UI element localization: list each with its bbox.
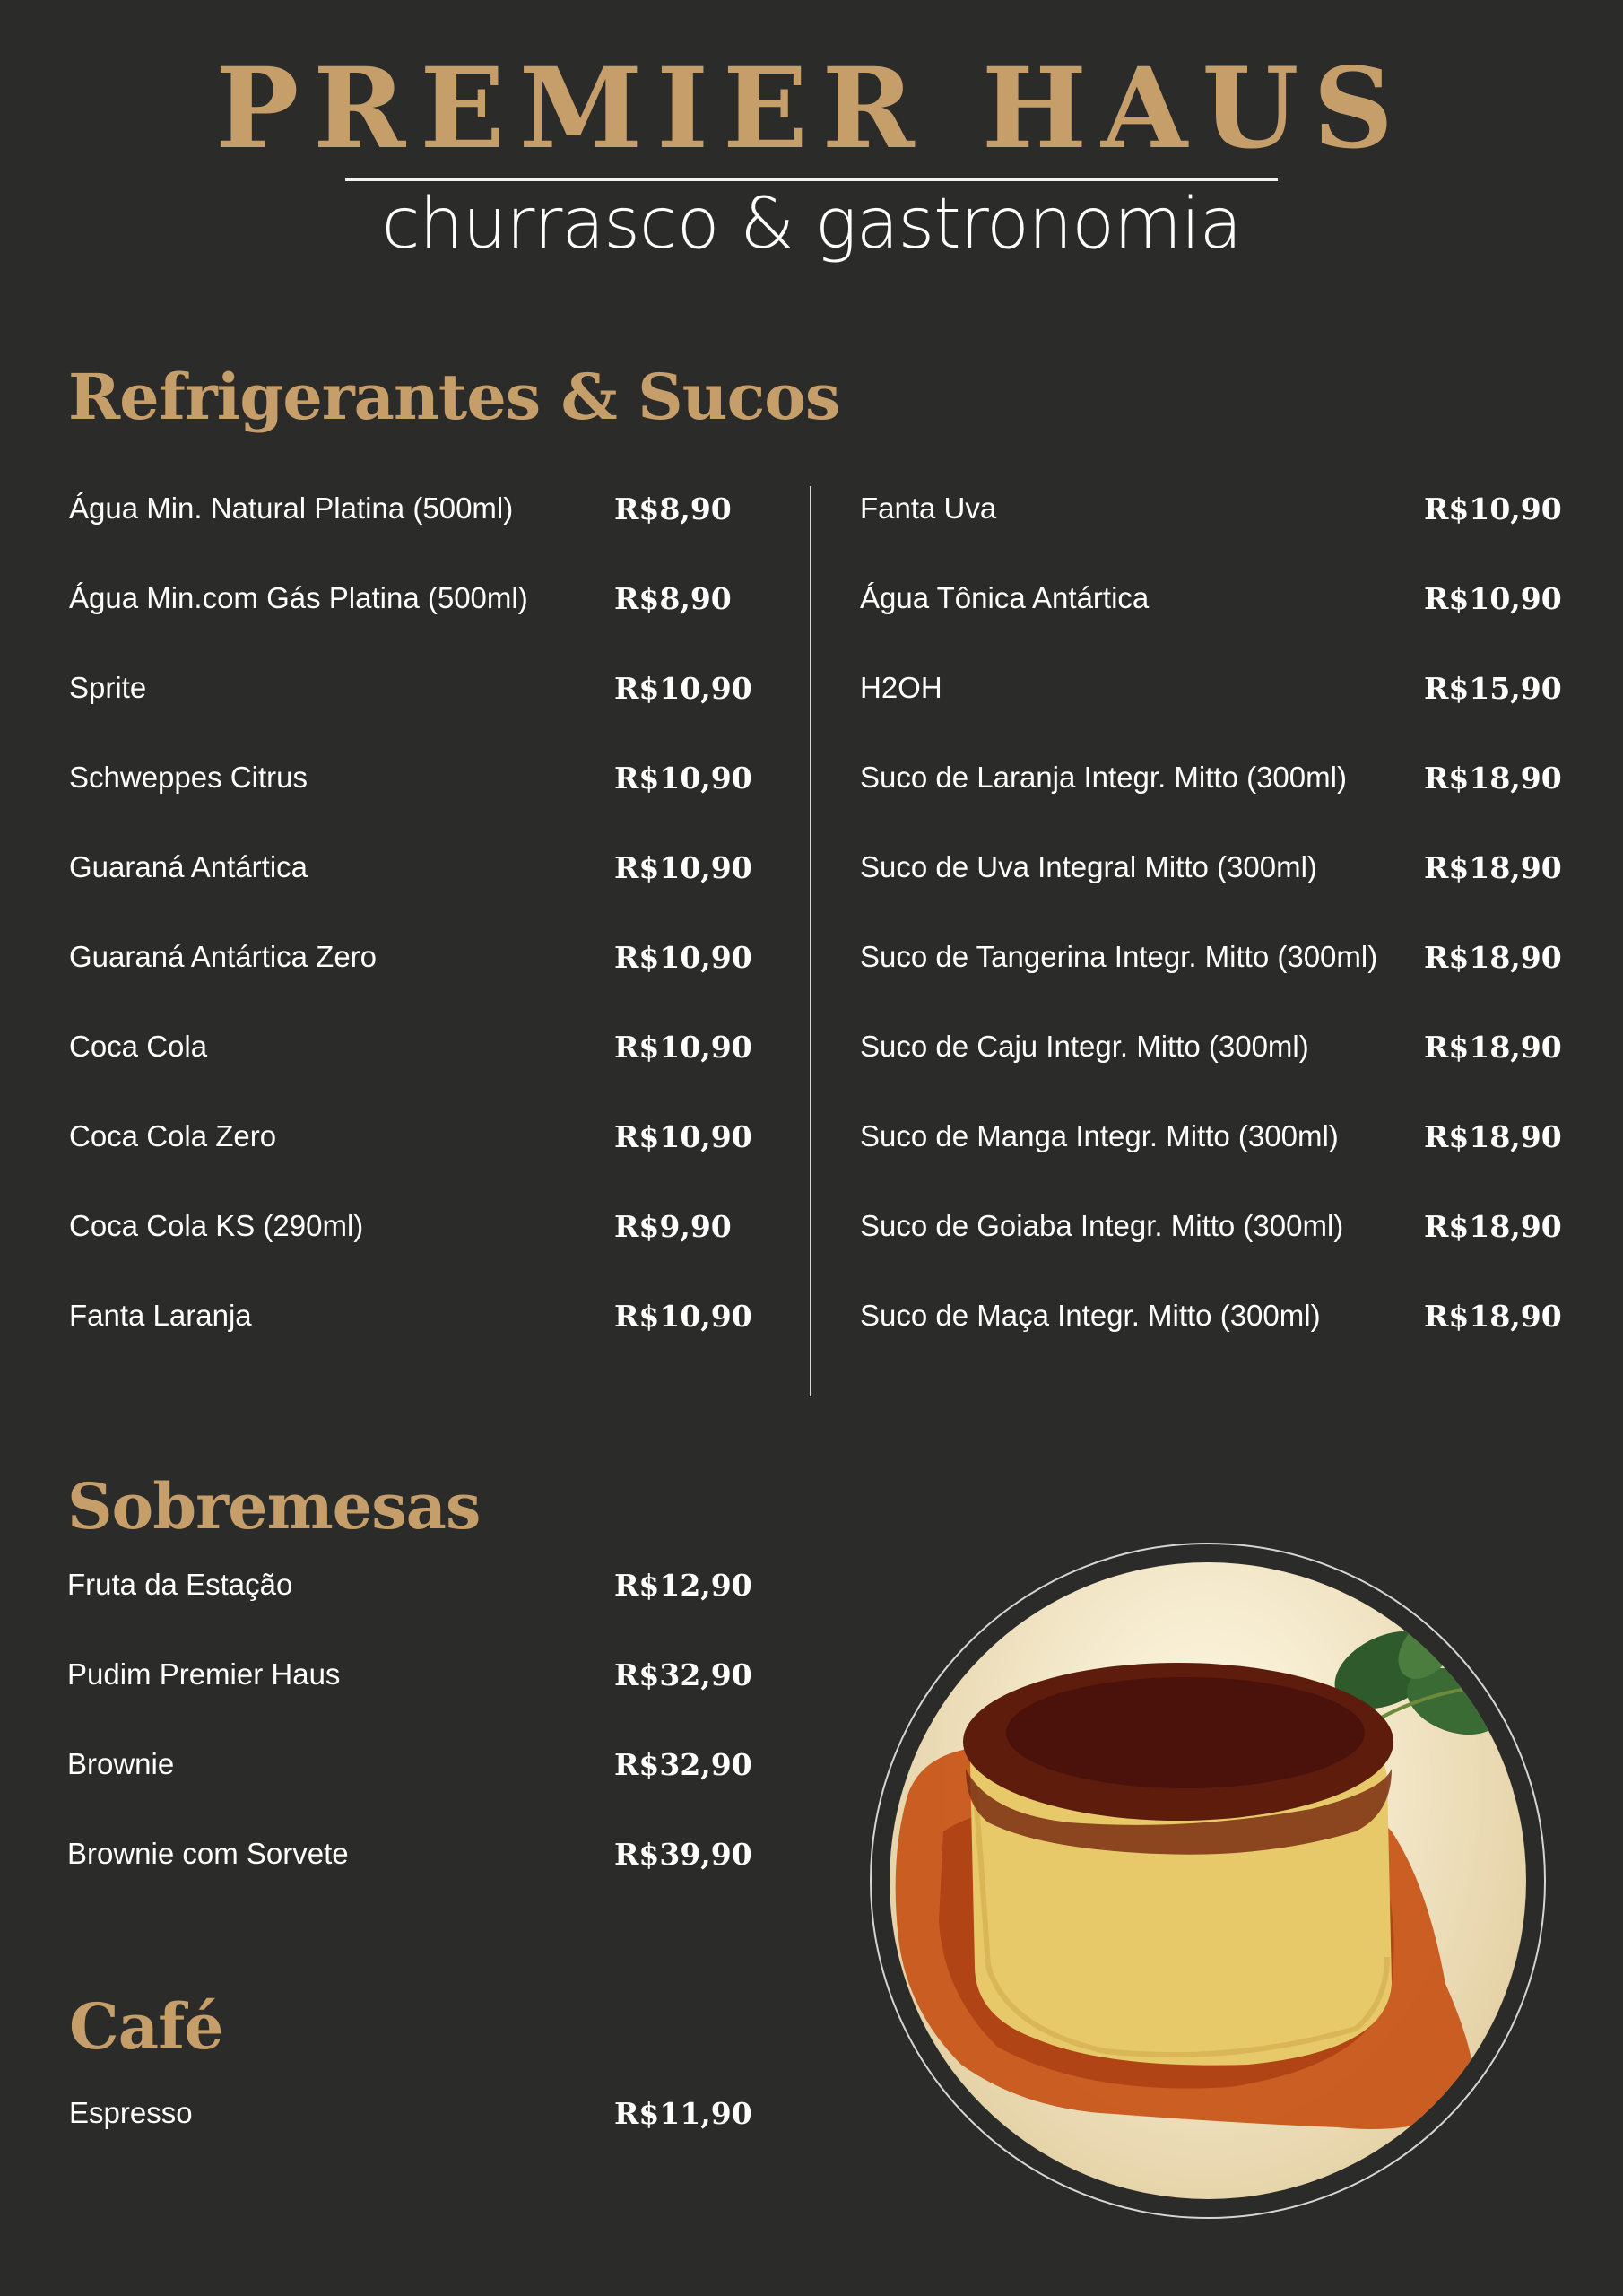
item-price: R$10,90 (614, 1118, 752, 1154)
menu-item (860, 661, 1562, 715)
menu-item (67, 1648, 752, 1701)
menu-item (69, 840, 752, 894)
item-price: R$8,90 (614, 491, 732, 526)
item-name: Coca Cola (69, 1030, 208, 1063)
item-price: R$18,90 (1424, 1298, 1562, 1334)
menu-item (69, 1020, 752, 1074)
item-name: Suco de Maça Integr. Mitto (300ml) (860, 1299, 1321, 1332)
item-name: Água Min.com Gás Platina (500ml) (69, 581, 528, 614)
menu-item (67, 1827, 752, 1881)
item-price: R$9,90 (614, 1208, 732, 1244)
menu-item (69, 482, 732, 535)
section-title-coffee: Café (69, 1989, 223, 2064)
item-name: Fruta da Estação (67, 1568, 293, 1601)
item-price: R$18,90 (1424, 1118, 1562, 1154)
item-name: Água Tônica Antártica (860, 581, 1150, 614)
section-title-drinks: Refrigerantes & Sucos (68, 360, 840, 434)
menu-item (860, 571, 1562, 625)
item-name: Suco de Manga Integr. Mitto (300ml) (860, 1119, 1339, 1152)
pudding-photo (890, 1562, 1526, 2199)
brand-divider (345, 178, 1278, 181)
menu-item (860, 1020, 1562, 1074)
item-price: R$10,90 (614, 939, 752, 975)
item-name: Guaraná Antártica (69, 850, 308, 883)
menu-item (69, 751, 752, 804)
item-price: R$18,90 (1424, 849, 1562, 885)
menu-item (69, 1289, 752, 1343)
item-name: Brownie (67, 1747, 175, 1780)
menu-item (69, 1199, 732, 1253)
menu-item (69, 661, 752, 715)
item-name: Fanta Laranja (69, 1299, 252, 1332)
item-name: Suco de Tangerina Integr. Mitto (300ml) (860, 940, 1378, 973)
item-price: R$18,90 (1424, 760, 1562, 796)
item-name: Sprite (69, 671, 147, 704)
item-name: Água Min. Natural Platina (500ml) (69, 491, 514, 525)
item-name: Coca Cola KS (290ml) (69, 1209, 364, 1242)
item-price: R$18,90 (1424, 1029, 1562, 1065)
item-name: Pudim Premier Haus (67, 1657, 341, 1691)
column-divider (810, 486, 812, 1396)
menu-item (860, 1199, 1562, 1253)
item-price: R$15,90 (1424, 670, 1562, 706)
item-name: Coca Cola Zero (69, 1119, 277, 1152)
section-title-desserts: Sobremesas (67, 1469, 481, 1544)
item-price: R$8,90 (614, 580, 732, 616)
item-price: R$10,90 (614, 760, 752, 796)
item-price: R$32,90 (614, 1657, 752, 1692)
menu-item (69, 1109, 752, 1163)
menu-item (860, 482, 1562, 535)
item-name: Suco de Caju Integr. Mitto (300ml) (860, 1030, 1309, 1063)
item-price: R$12,90 (614, 1567, 752, 1603)
item-price: R$10,90 (614, 849, 752, 885)
item-name: Suco de Goiaba Integr. Mitto (300ml) (860, 1209, 1344, 1242)
item-price: R$11,90 (614, 2095, 752, 2131)
item-name: Espresso (69, 2096, 193, 2129)
item-price: R$10,90 (1424, 491, 1562, 526)
menu-item (860, 930, 1562, 984)
pudding-illustration (890, 1562, 1526, 2199)
menu-item (860, 1109, 1562, 1163)
item-name: Suco de Uva Integral Mitto (300ml) (860, 850, 1317, 883)
item-price: R$10,90 (1424, 580, 1562, 616)
item-name: H2OH (860, 671, 942, 704)
item-name: Brownie com Sorvete (67, 1837, 349, 1870)
menu-item (860, 1289, 1562, 1343)
brand-tagline: churrasco & gastronomia (381, 184, 1242, 265)
menu-item (69, 2086, 752, 2140)
brand-header (0, 44, 1623, 265)
item-price: R$39,90 (614, 1836, 752, 1872)
menu-item (67, 1737, 752, 1791)
menu-item (860, 840, 1562, 894)
menu-item (69, 930, 752, 984)
menu-item (69, 571, 732, 625)
menu-item (860, 751, 1562, 804)
item-name: Schweppes Citrus (69, 761, 308, 794)
item-price: R$18,90 (1424, 1208, 1562, 1244)
item-price: R$18,90 (1424, 939, 1562, 975)
brand-name: PREMIER HAUS (215, 44, 1408, 174)
item-price: R$10,90 (614, 670, 752, 706)
item-price: R$32,90 (614, 1746, 752, 1782)
menu-item (67, 1558, 752, 1612)
item-price: R$10,90 (614, 1298, 752, 1334)
item-price: R$10,90 (614, 1029, 752, 1065)
item-name: Fanta Uva (860, 491, 997, 525)
item-name: Suco de Laranja Integr. Mitto (300ml) (860, 761, 1347, 794)
item-name: Guaraná Antártica Zero (69, 940, 378, 973)
